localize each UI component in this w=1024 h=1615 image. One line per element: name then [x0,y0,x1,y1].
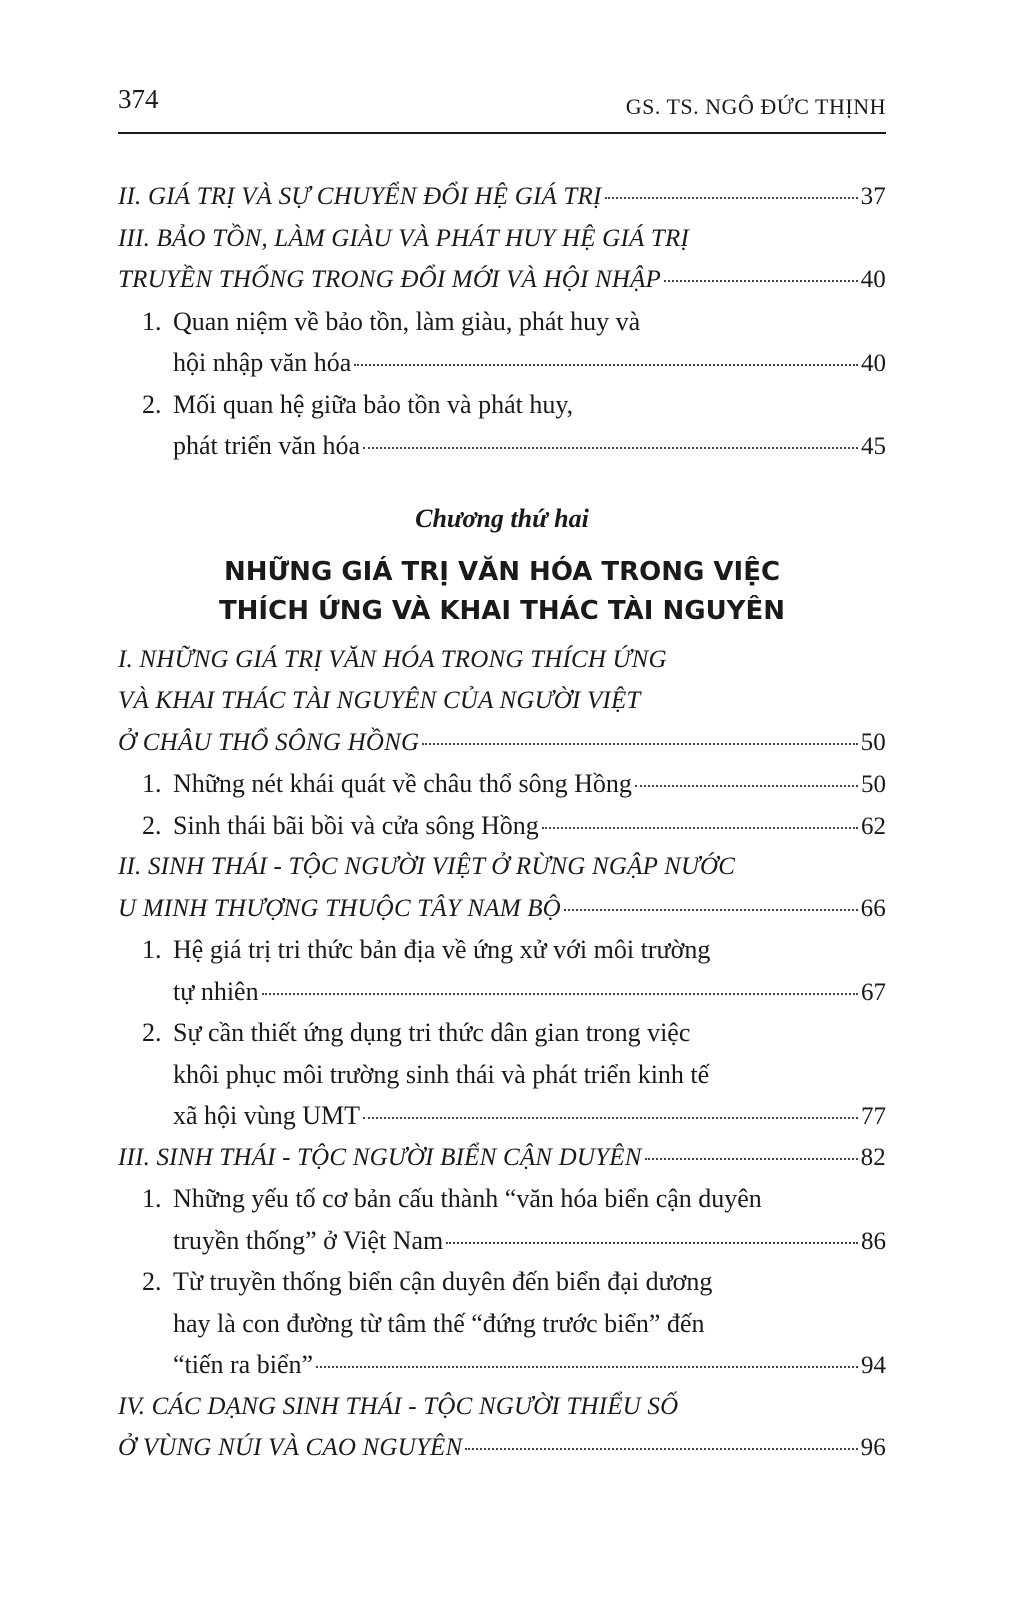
toc-entry-title: U MINH THƯỢNG THUỘC TÂY NAM BỘ [118,894,561,922]
toc-entry-line [118,1137,886,1179]
toc-section-entry[interactable] [118,846,886,929]
toc-entry-line [118,1220,886,1262]
chapter-title-line: NHỮNG GIÁ TRỊ VĂN HÓA TRONG VIỆC [223,556,781,587]
toc-subsection-entry[interactable] [118,805,886,847]
dot-leader [446,1242,858,1244]
dot-leader [564,909,858,911]
toc-entry-title: Ở VÙNG NÚI VÀ CAO NGUYÊN [118,1434,463,1461]
toc-entry-title: IV. CÁC DẠNG SINH THÁI - TỘC NGƯỜI THIỂU SỐ [118,1392,679,1420]
chapter-title-line: THÍCH ỨNG VÀ KHAI THÁC TÀI NGUYÊN [218,595,786,626]
toc-entry-title: Mối quan hệ giữa bảo tồn và phát huy, [173,389,574,419]
dot-leader [422,743,857,745]
toc-entry-line [118,1054,886,1096]
toc-entry-title: xã hội vùng UMT [173,1101,361,1130]
toc-entry-line [118,425,886,467]
page-header [118,80,886,134]
toc-page-number: 45 [861,433,886,460]
toc-entry-title: tự nhiên [173,976,259,1006]
toc-entry-title: II. SINH THÁI - TỘC NGƯỜI VIỆT Ở RỪNG NGẬP NƯỚC [118,853,736,880]
toc-entry-title: Những yếu tố cơ bản cấu thành “văn hóa biển cận duyên [173,1184,762,1213]
toc-entry-line [118,639,886,681]
toc-entry-title: TRUYỀN THỐNG TRONG ĐỔI MỚI VÀ HỘI NHẬP [118,266,662,293]
toc-entry-line [118,1012,886,1054]
toc-entry-title: Ở CHÂU THỔ SÔNG HỒNG [118,728,420,756]
toc-section-entry[interactable] [118,639,886,764]
toc-entry-title: I. NHỮNG GIÁ TRỊ VĂN HÓA TRONG THÍCH ỨNG [118,645,667,673]
dot-leader [664,280,858,282]
toc-page-number: 37 [860,183,886,210]
toc-entry-line [118,1261,886,1303]
toc-subsection-entry[interactable] [118,929,886,1012]
toc-subsection-entry[interactable] [118,763,886,805]
toc-entry-title: II. GIÁ TRỊ VÀ SỰ CHUYỂN ĐỔI HỆ GIÁ TRỊ [118,183,602,210]
toc-entry-number: 2. [142,1018,162,1047]
toc-entry-line [118,888,886,930]
dot-leader [645,1158,858,1160]
toc-entry-line [118,846,886,888]
toc-entry-number: 2. [142,810,162,840]
toc-entry-line [118,722,886,764]
page-number: 374 [118,84,159,114]
toc-entry-line [118,342,886,384]
toc-subsection-entry[interactable] [118,1261,886,1386]
table-of-contents [118,176,886,1469]
toc-section-entry[interactable] [118,1137,886,1179]
toc-page-number: 96 [860,1434,886,1461]
toc-entry-title: khôi phục môi trường sinh thái và phát triển kinh tế [173,1059,710,1089]
toc-entry-line [118,971,886,1013]
toc-entry-title: Từ truyền thống biển cận duyên đến biển đại dương [173,1267,713,1296]
toc-page-number: 77 [861,1103,886,1130]
toc-entry-line [118,176,886,218]
toc-entry-line [118,384,886,426]
toc-entry-line [118,301,886,343]
dot-leader [465,1448,857,1450]
toc-subsection-entry[interactable] [118,384,886,467]
toc-entry-title: III. SINH THÁI - TỘC NGƯỜI BIỂN CẬN DUYÊN [118,1143,642,1171]
toc-entry-line [118,259,886,301]
toc-page-number: 40 [861,350,886,377]
dot-leader [542,827,858,829]
dot-leader [354,364,858,366]
toc-entry-title: Sinh thái bãi bồi và cửa sông Hồng [173,810,539,840]
toc-section-entry[interactable] [118,176,886,218]
toc-subsection-entry[interactable] [118,1178,886,1261]
toc-page-number: 86 [861,1227,886,1255]
running-title: GS. TS. NGÔ ĐỨC THỊNH [625,94,886,119]
toc-subsection-entry[interactable] [118,301,886,384]
toc-entry-line [118,1427,886,1469]
toc-entry-number: 1. [142,306,162,336]
chapter-title [118,553,886,631]
toc-page-number: 40 [860,266,886,293]
toc-page-number: 94 [861,1352,886,1379]
toc-entries-chapter-one [118,176,886,467]
toc-entry-line [118,1303,886,1345]
dot-leader [363,447,858,449]
toc-section-entry[interactable] [118,218,886,301]
chapter-label: Chương thứ hai [415,503,589,533]
toc-entry-line [118,1344,886,1386]
toc-entry-number: 1. [142,935,162,964]
toc-page-number: 50 [861,771,886,798]
toc-page-number: 50 [860,728,886,756]
toc-entry-number: 2. [142,1267,162,1296]
toc-entry-line [118,680,886,722]
toc-entry-number: 2. [142,389,162,419]
toc-page-number: 66 [860,894,886,922]
toc-entry-title: Những nét khái quát về châu thổ sông Hồng [173,769,632,798]
toc-entry-title: hội nhập văn hóa [173,348,352,377]
toc-entry-line [118,805,886,847]
toc-subsection-entry[interactable] [118,1012,886,1137]
toc-entry-title: Hệ giá trị tri thức bản địa về ứng xử với môi trường [173,935,711,964]
toc-entry-line [118,1095,886,1137]
toc-section-entry[interactable] [118,1386,886,1469]
dot-leader [605,197,858,199]
toc-entry-title: “tiến ra biển” [173,1350,314,1379]
toc-entry-title: Sự cần thiết ứng dụng tri thức dân gian trong việc [173,1018,691,1047]
toc-entry-line [118,763,886,805]
toc-page-number: 67 [861,978,886,1006]
toc-entry-title: hay là con đường từ tâm thế “đứng trước biển” đến [173,1308,705,1338]
toc-entry-line [118,1178,886,1220]
dot-leader [363,1117,858,1119]
toc-entry-title: Quan niệm về bảo tồn, làm giàu, phát huy và [173,306,641,336]
toc-entry-title: phát triển văn hóa [173,431,360,460]
toc-entry-title: VÀ KHAI THÁC TÀI NGUYÊN CỦA NGƯỜI VIỆT [118,687,641,714]
toc-entry-title: III. BẢO TỒN, LÀM GIÀU VÀ PHÁT HUY HỆ GIÁ TRỊ [118,224,689,252]
toc-entry-line [118,1386,886,1428]
toc-entry-line [118,929,886,971]
toc-entry-title: truyền thống” ở Việt Nam [173,1225,444,1255]
toc-entry-number: 1. [142,769,162,798]
dot-leader [262,993,858,995]
toc-page-number: 62 [861,812,886,840]
toc-entry-line [118,218,886,260]
toc-page-number: 82 [860,1143,886,1171]
toc-entries-chapter-two [118,639,886,1469]
dot-leader [635,785,858,787]
dot-leader [316,1366,858,1368]
toc-entry-number: 1. [142,1184,162,1213]
